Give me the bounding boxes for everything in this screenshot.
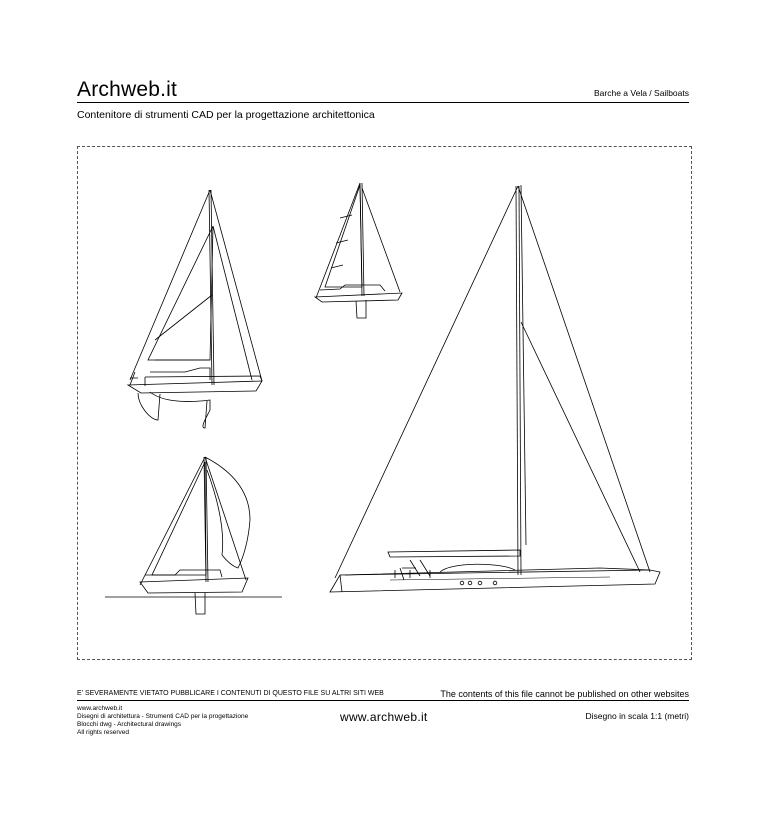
tagline: Contenitore di strumenti CAD per la progettazione architettonica xyxy=(77,109,375,121)
footer-rule xyxy=(77,700,689,701)
footer-line: www.archweb.it xyxy=(77,705,123,712)
footer-line: All rights reserved xyxy=(77,729,130,736)
boat-small-sloop xyxy=(315,183,402,318)
footer-line: Disegni di architettura - Strumenti CAD per la progettazione xyxy=(77,713,249,720)
scale-note: Disegno in scala 1:1 (metri) xyxy=(585,711,689,721)
footer-line: Blocchi dwg - Architectural drawings xyxy=(77,721,182,728)
brand-title: Archweb.it xyxy=(77,78,178,101)
boat-spinnaker xyxy=(105,457,282,614)
category-label: Barche a Vela / Sailboats xyxy=(594,88,689,98)
warning-italian: E' SEVERAMENTE VIETATO PUBBLICARE I CONTENUTI DI QUESTO FILE SU ALTRI SITI WEB xyxy=(77,690,384,697)
warning-english: The contents of this file cannot be published on other websites xyxy=(440,689,689,699)
boat-superyacht xyxy=(330,185,660,592)
footer-website: www.archweb.it xyxy=(340,710,428,724)
footer-credits xyxy=(77,705,248,737)
boat-cruiser xyxy=(128,190,262,428)
